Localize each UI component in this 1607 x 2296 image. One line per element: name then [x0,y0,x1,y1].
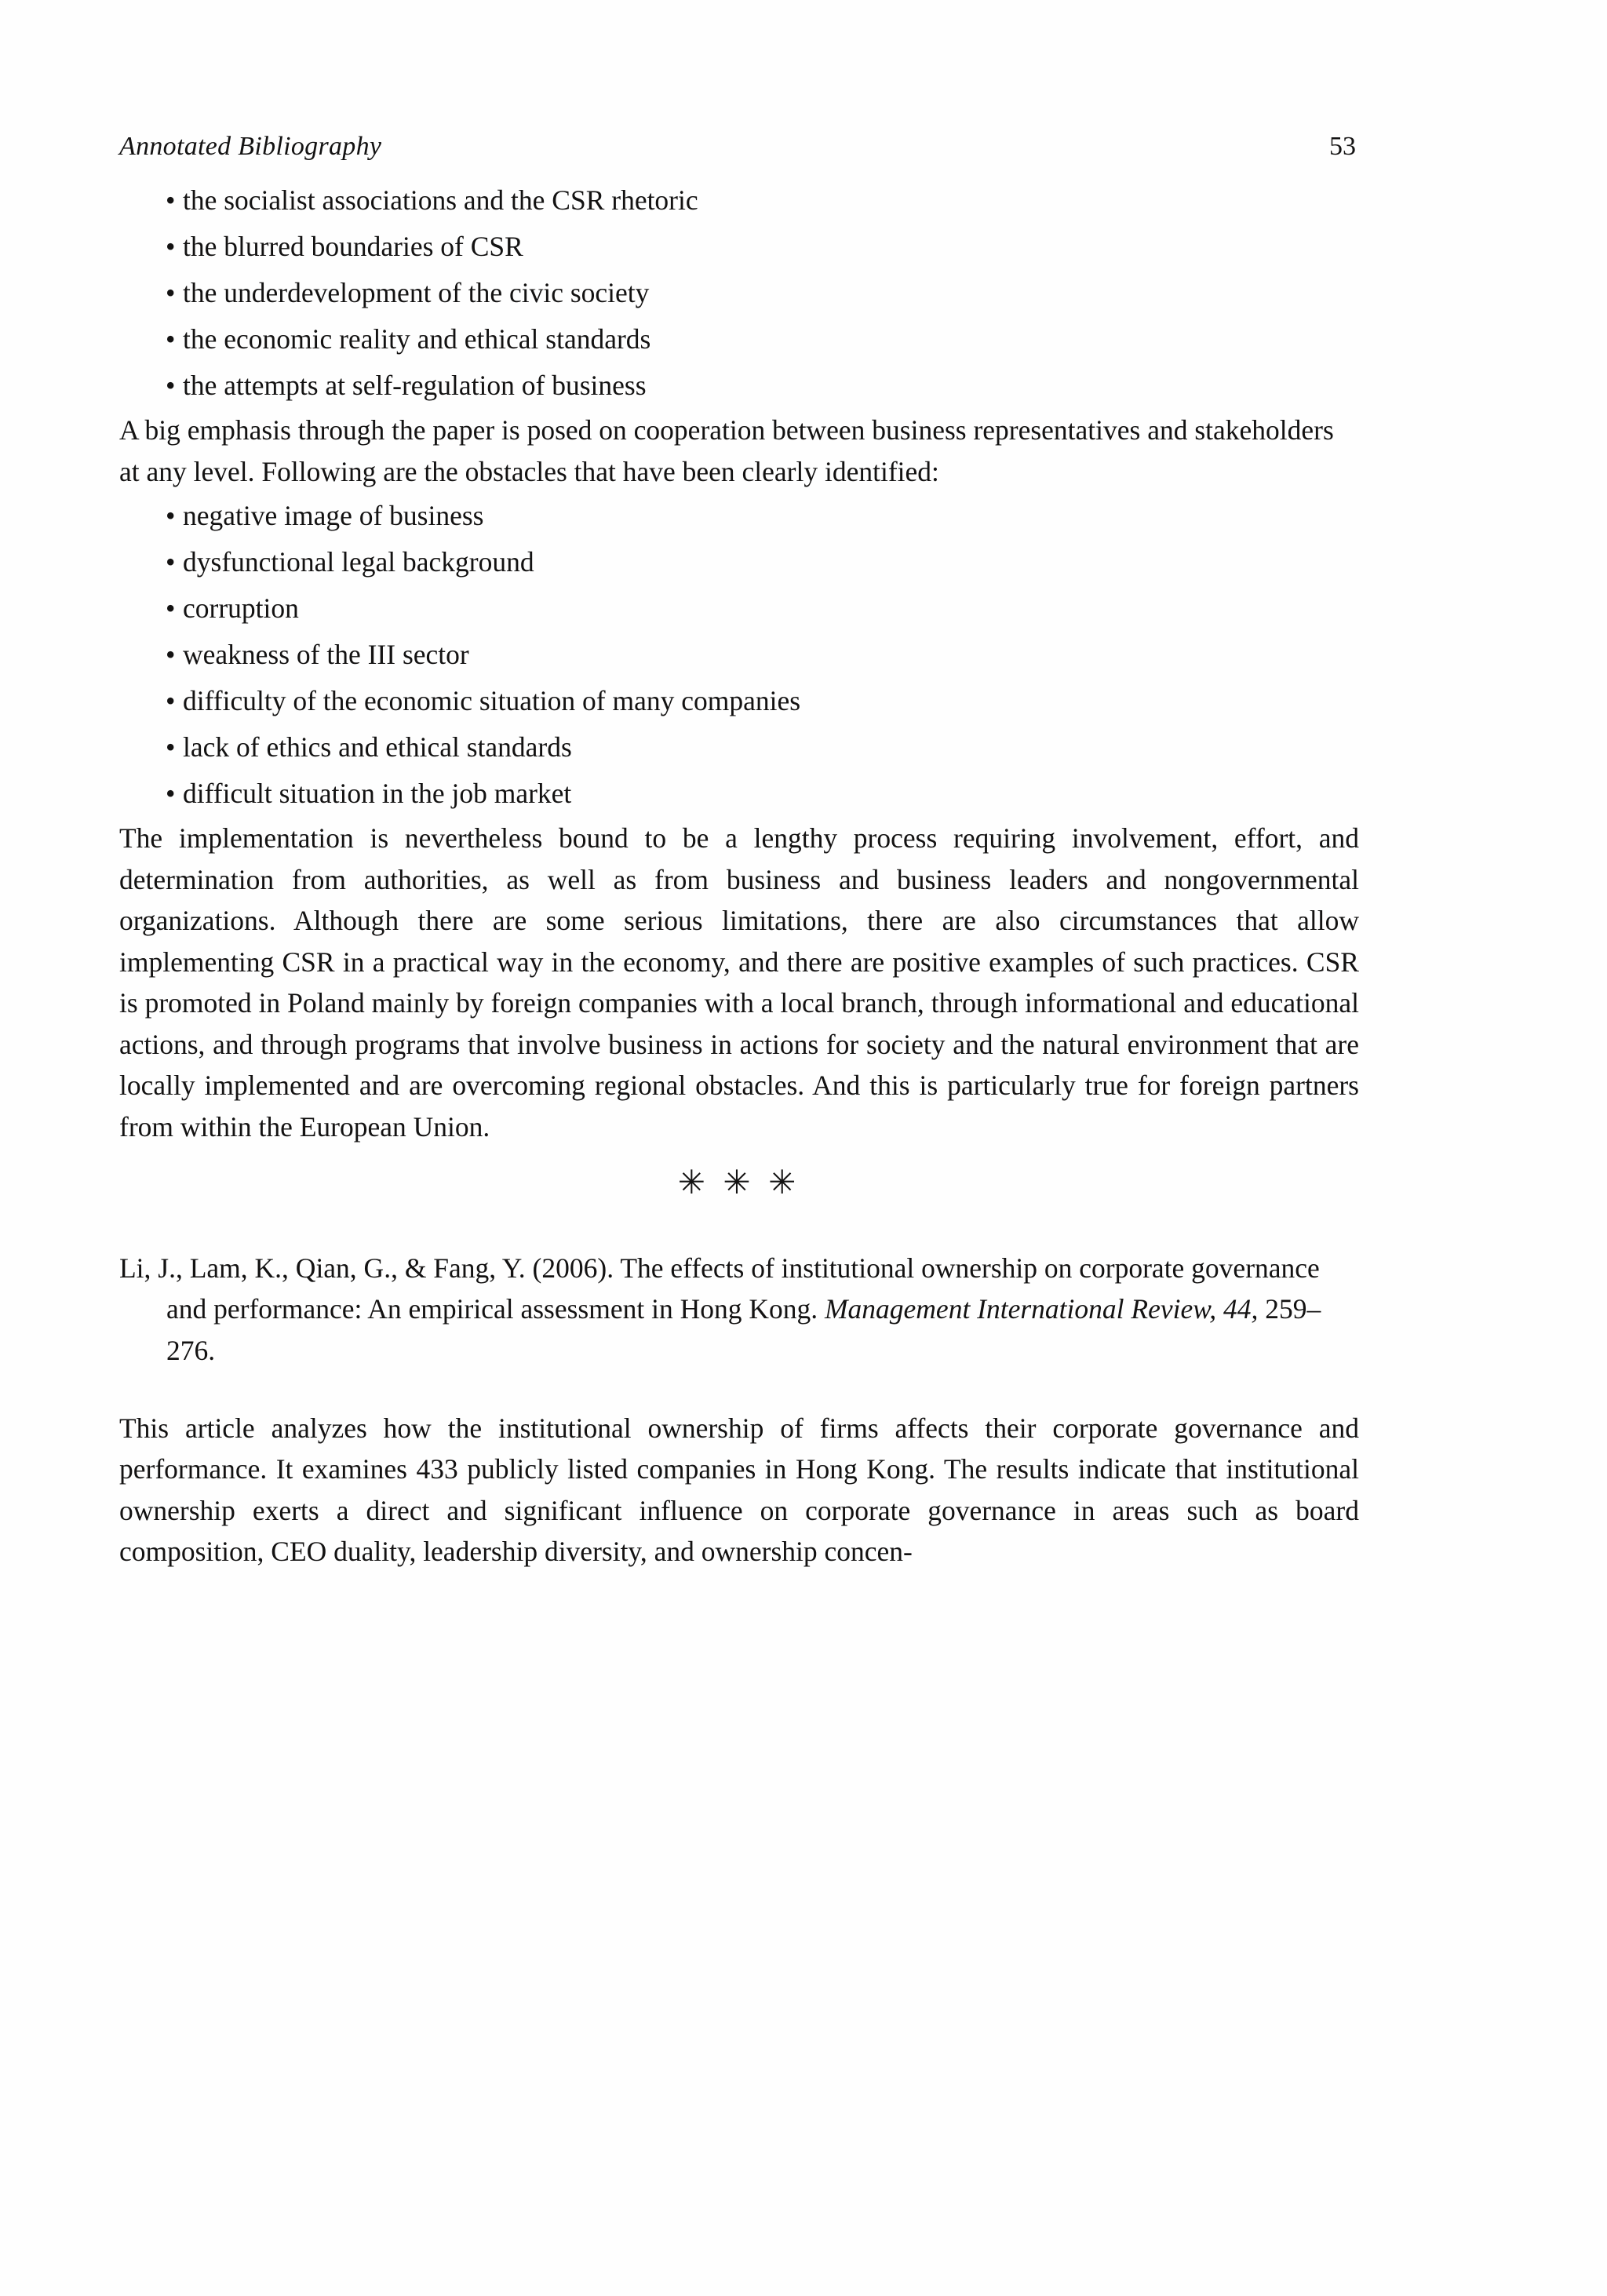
paragraph-implementation: The implementation is nevertheless bound to be a lengthy process requiring involvement, effort, and determination from authorities, as well as from business and business leaders and nongovernmental organizations. Although there are some serious limitations, there are also circumstances that allow implementing CSR in a practical way in the economy, and there are positive examples of such practices. CSR is promoted in Poland mainly by foreign companies with a local branch, through informational and educational actions, and through programs that involve business in actions for society and the natural environment that are locally implemented and are overcoming regional obstacles. And this is particularly true for foreign partners from within the European Union. [119,822,1359,1143]
bullet-icon: • [166,639,176,670]
bullet-icon: • [166,323,176,355]
reference-volume: 44, [1223,1293,1259,1325]
list-item [119,324,1359,355]
bullet-list-obstacles [119,501,1359,809]
bullet-icon: • [166,685,176,716]
text-frame [119,185,1359,1573]
bullet-icon: • [166,731,176,763]
bullet-icon: • [166,592,176,624]
bullet-icon: • [166,370,176,401]
list-item [119,640,1359,670]
list-item [119,547,1359,578]
list-item-label: the blurred boundaries of CSR [183,231,523,262]
vertical-spacer [119,809,1359,818]
paragraph-annotation: This article analyzes how the institutional ownership of firms affects their corporate governance and performance. It examines 433 publicly listed companies in Hong Kong. The results indicate that institutional ownership exerts a direct and significant influence on corporate governance in areas such as board composition, CEO duality, leadership diversity, and ownership concen- [119,1412,1359,1567]
list-item [119,593,1359,624]
vertical-spacer [119,401,1359,410]
bullet-icon: • [166,778,176,809]
bullet-list-csr-issues [119,185,1359,401]
list-item [119,501,1359,531]
bullet-icon: • [166,184,176,216]
list-item [119,278,1359,308]
vertical-spacer [119,1147,1359,1161]
list-item-label: the economic reality and ethical standards [183,323,651,355]
bullet-icon: • [166,231,176,262]
list-item [119,370,1359,401]
reference-authors-year: Li, J., Lam, K., Qian, G., & Fang, Y. (2006). [119,1252,614,1284]
list-item-label: negative image of business [183,500,484,531]
list-item-label: corruption [183,592,299,624]
list-item-label: dysfunctional legal background [183,546,534,578]
list-item [119,778,1359,809]
list-item-label: difficulty of the economic situation of many companies [183,685,801,716]
bullet-icon: • [166,546,176,578]
list-item-label: difficult situation in the job market [183,778,572,809]
list-item [119,231,1359,262]
list-item-label: lack of ethics and ethical standards [183,731,572,763]
reference-title: The effects of institutional ownership on corporate governance and performance: An empirical assessment in Hong Kong. [166,1252,1320,1325]
list-item [119,686,1359,716]
list-item [119,732,1359,763]
paragraph-cooperation: A big emphasis through the paper is posed on cooperation between business representatives and stakeholders at any level. Following are the obstacles that have been clearly identified: [119,414,1334,487]
vertical-spacer [119,1399,1359,1408]
list-item-label: the attempts at self-regulation of business [183,370,647,401]
bibliographic-reference [119,1248,1359,1372]
list-item [119,185,1359,216]
list-item-label: the underdevelopment of the civic society [183,277,650,308]
list-item-label: weakness of the III sector [183,639,469,670]
bullet-icon: • [166,500,176,531]
running-head-title: Annotated Bibliography [119,132,382,161]
vertical-spacer [119,1205,1359,1219]
bullet-icon: • [166,277,176,308]
running-head [119,132,1356,173]
reference-journal: Management International Review, [824,1293,1217,1325]
reference-pages: 259–276. [166,1293,1321,1366]
page-number: 53 [1329,132,1356,161]
list-item-label: the socialist associations and the CSR rhetoric [183,184,698,216]
section-ornament: ✳ ✳ ✳ [677,1165,801,1201]
